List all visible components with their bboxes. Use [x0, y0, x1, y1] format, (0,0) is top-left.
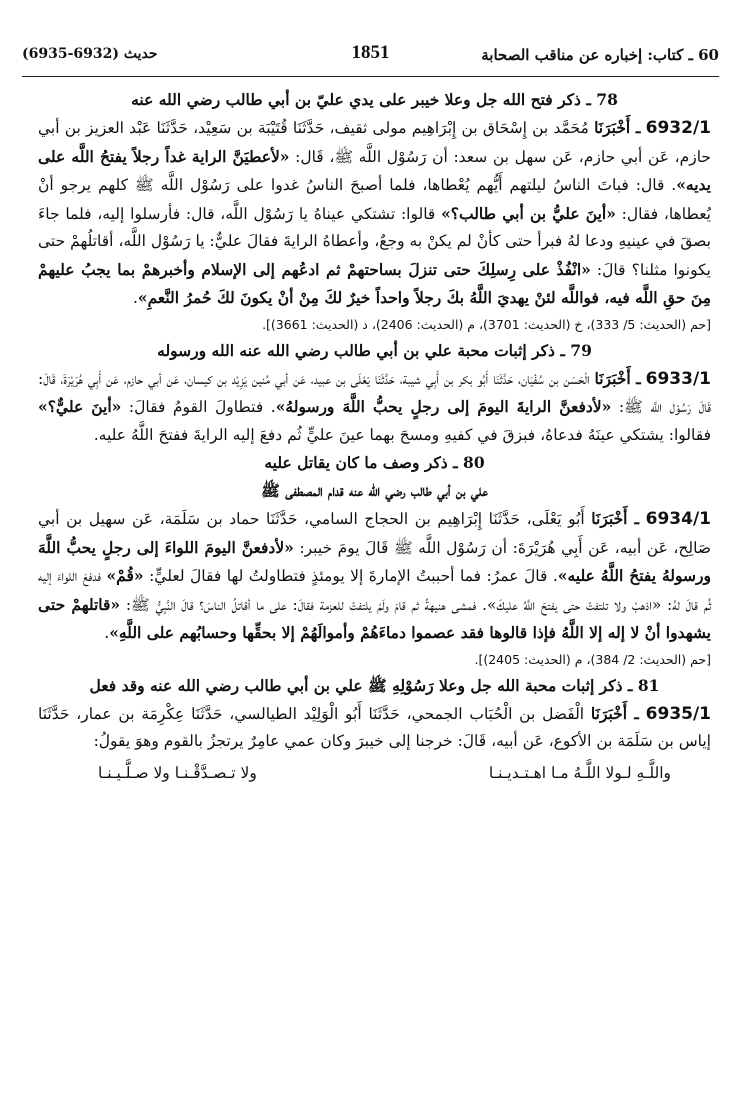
section-title-78: 78 ـ ذكر فتح الله جل وعلا خيبر على يدي عليّ بن أبي طالب رضي الله عنه: [131, 90, 618, 109]
hadith-opening: ـ أَخْبَرَنَا: [590, 703, 639, 723]
section-title-81: 81 ـ ذكر إثبات محبة الله جل وعلا رَسُوْلِهِ ﷺ علي بن أبي طالب رضي الله عنه وقد فعل: [89, 675, 660, 695]
prophet-quote: «لأدفعنَّ الرايةَ اليومَ إلى رجلٍ يحبُّ اللَّهَ ورسولهُ»: [275, 397, 612, 416]
hadith-6934: [38, 505, 711, 648]
poem-second-hemistich: ولا تـصـدَّقْـنـا ولا صـلَّـيـنـا: [98, 763, 257, 782]
hadith-opening: ـ أَخْبَرَنَا: [594, 368, 641, 388]
section-title-80: 80 ـ ذكر وصف ما كان يقاتل عليه: [264, 453, 485, 472]
hadith-reference: [حم (الحديث: 2/ 384)، م (الحديث: 2405)].: [474, 651, 711, 667]
hadith-text: .: [132, 289, 138, 307]
page-content: [38, 86, 711, 788]
hadith-text: مُحَمَّد بن إِسْحَاق بن إِبْرَاهِيم مولى ثقيف، حَدَّثَنَا قُتَيْبَة بن سَعِيْد، حَدَّثَنَا عَبْد العزيز بن أبي حازم، عَن أبي حازم، عَن سهل بن سعد: أن رَسُوْل اللَّه ﷺ، قَال:: [38, 119, 711, 166]
hadith-text: . قالَ عمرُ: فما أحببتُ الإمارةَ إلا يومئذٍ فتطاولتُ لها فقالَ لعليٍّ:: [143, 567, 558, 585]
poem-verse: [38, 758, 711, 788]
hadith-number: 6935/1: [645, 703, 712, 724]
book-title: 60 ـ كتاب: إخباره عن مناقب الصحابة: [481, 46, 719, 64]
prophet-quote: «لأعطيَنَّ الراية غداً رجلاً يفتحُ اللَّه على يديه»: [38, 146, 711, 194]
prophet-quote: «قُمْ»: [106, 566, 144, 585]
hadith-text: .: [104, 624, 110, 642]
prophet-quote: «انْفُذْ على رِسلِكَ حتى تنزلَ بساحتهمْ ثم ادعُهم إلى الإسلام وأخبرهمْ بما يجبُ عليهمْ مِنَ حقِ اللَّه فيه، فواللَّه لئنْ يهديَ اللَّهُ بكَ رجلاً واحداً خيرٌ لكَ مِنْ أنْ يكونَ لكَ حُمرُ النَّعمِ»: [38, 259, 711, 307]
prophet-quote: «لأدفعنَّ اليومَ اللواءَ إلى رجلٍ يحبُّ اللَّهَ ورسولهُ يفتحُ اللَّهُ عليه»: [38, 537, 711, 585]
hadith-opening: ـ أَخْبَرَنَا: [591, 509, 640, 528]
hadith-text: الْفَضل بن الْحُبَاب الجمحي، حَدَّثَنَا أَبُو الْوَلِيْد الطيالسي، حَدَّثَنَا عِكْرِمَة بن عمار، حَدَّثَنَا إياس بن سَلَمَة بن الأكوع، عَن أبيه، قَالَ: خرجنا إلى خيبرَ وكان عمي عامِرٌ يرتجزُ بالقوم وهوَ يقولُ:: [38, 704, 711, 750]
page-number: 1851: [351, 42, 390, 63]
prophet-quote: «قاتلهمْ حتى يشهدوا أنْ لا إله إلا اللَّهُ فإذا قالوها فقد عصموا دماءَهُمْ وأموالَهُمْ إلا بحقِّها وحسابُهم على اللَّهِ»: [38, 594, 711, 642]
prophet-quote: «أينَ عليُّ بن أبي طالب؟»: [441, 203, 616, 223]
hadith-opening: ـ أَخْبَرَنَا: [594, 118, 641, 137]
hadith-range: حديث (6932-6935): [22, 46, 158, 62]
hadith-reference: [حم (الحديث: 5/ 333)، خ (الحديث: 3701)، م (الحديث: 2406)، د (الحديث: 3661)].: [262, 316, 711, 332]
section-subtitle-80: علي بن أبي طالب رضي الله عنه قدام المصطفى ﷺ: [261, 481, 488, 500]
poem-first-hemistich: واللَّـهِ لـولا اللَّـهُ مـا اهـتـديـنـا: [488, 763, 671, 782]
hadith-text: . فتطاولَ القومُ فقالَ:: [121, 398, 276, 416]
hadith-text: قالوا: تشتكي عيناهُ يا رَسُوْل اللَّه، قال: فأرسلوا إليه، فلما جاءَ بصقَ في عينيهِ ودعا لهُ فبرأ حتى كأنْ لم يكنْ به وجعٌ، وأعطاهُ الرايةَ فقالَ عليٌّ: يا رَسُوْل اللَّه، أقاتلُهمْ حتى يكونوا مثلنا؟ قالَ:: [38, 204, 711, 279]
hadith-number: 6932/1: [645, 118, 711, 138]
hadith-6933: [38, 365, 711, 450]
section-title-79: 79 ـ ذكر إثبات محبة علي بن أبي طالب رضي الله عنه الله ورسوله: [157, 340, 592, 360]
hadith-number: 6933/1: [645, 368, 711, 389]
hadith-text: فقالوا: يشتكي عينَهُ فدعاهُ، فبزقَ في كفيهِ ومسحَ بهما عينَ عليٍّ ثُم دفعَ إليه الرايةَ ففتحَ اللَّهُ عليه.: [93, 425, 711, 444]
hadith-text: فدفعَ اللواءَ إليه ثُم قالَ لهُ: «اذهبْ ولا تلتفتْ حتى يفتحَ اللَّهُ عليكَ». فمشى هنيهةً ثم قامَ ولَمْ يلتفتْ للعزمة فقالَ: على ما أقاتلُ الناسَ؟ قالَ النَّبِيُّ ﷺ:: [38, 567, 711, 614]
hadith-text: . قال: فباتَ الناسُ ليلتهم أَيُّهم يُعْطاها، فلما أصبحَ الناسُ غدوا على رَسُوْل اللَّه ﷺ كلهم يرجو أنْ يُعطاها، فقال:: [38, 176, 711, 223]
hadith-6932: [38, 114, 711, 313]
hadith-text: الْحَسَن بن سُفْيَان، حَدَّثَنَا أَبُو بكر بن أَبِي شيبة، حَدَّثَنَا يَعْلَى بن عبيد، عَن أبي مُنين يَزِيْد بن كيسان، عَن أبي حازم، عَن أَبِي هُرَيْرَةَ، قَالَ: قَالَ رَسُوْل اللَّه ﷺ:: [38, 369, 712, 416]
hadith-number: 6934/1: [645, 509, 711, 529]
prophet-quote: «أينَ عليٌّ؟»: [38, 397, 122, 416]
page-header: [22, 40, 719, 74]
header-divider: [22, 76, 719, 77]
hadith-text: أَبُو يَعْلَى، حَدَّثَنَا إِبْرَاهِيم بن الحجاج السامي، حَدَّثَنَا حماد بن سَلَمَة، عَن سهيل بن أبي صَالِح، عَن أبيه، عَن أَبِي هُرَيْرَةَ: أن رَسُوْل اللَّه ﷺ قَالَ يومَ خيبر:: [38, 510, 711, 557]
hadith-6935: [38, 700, 711, 756]
